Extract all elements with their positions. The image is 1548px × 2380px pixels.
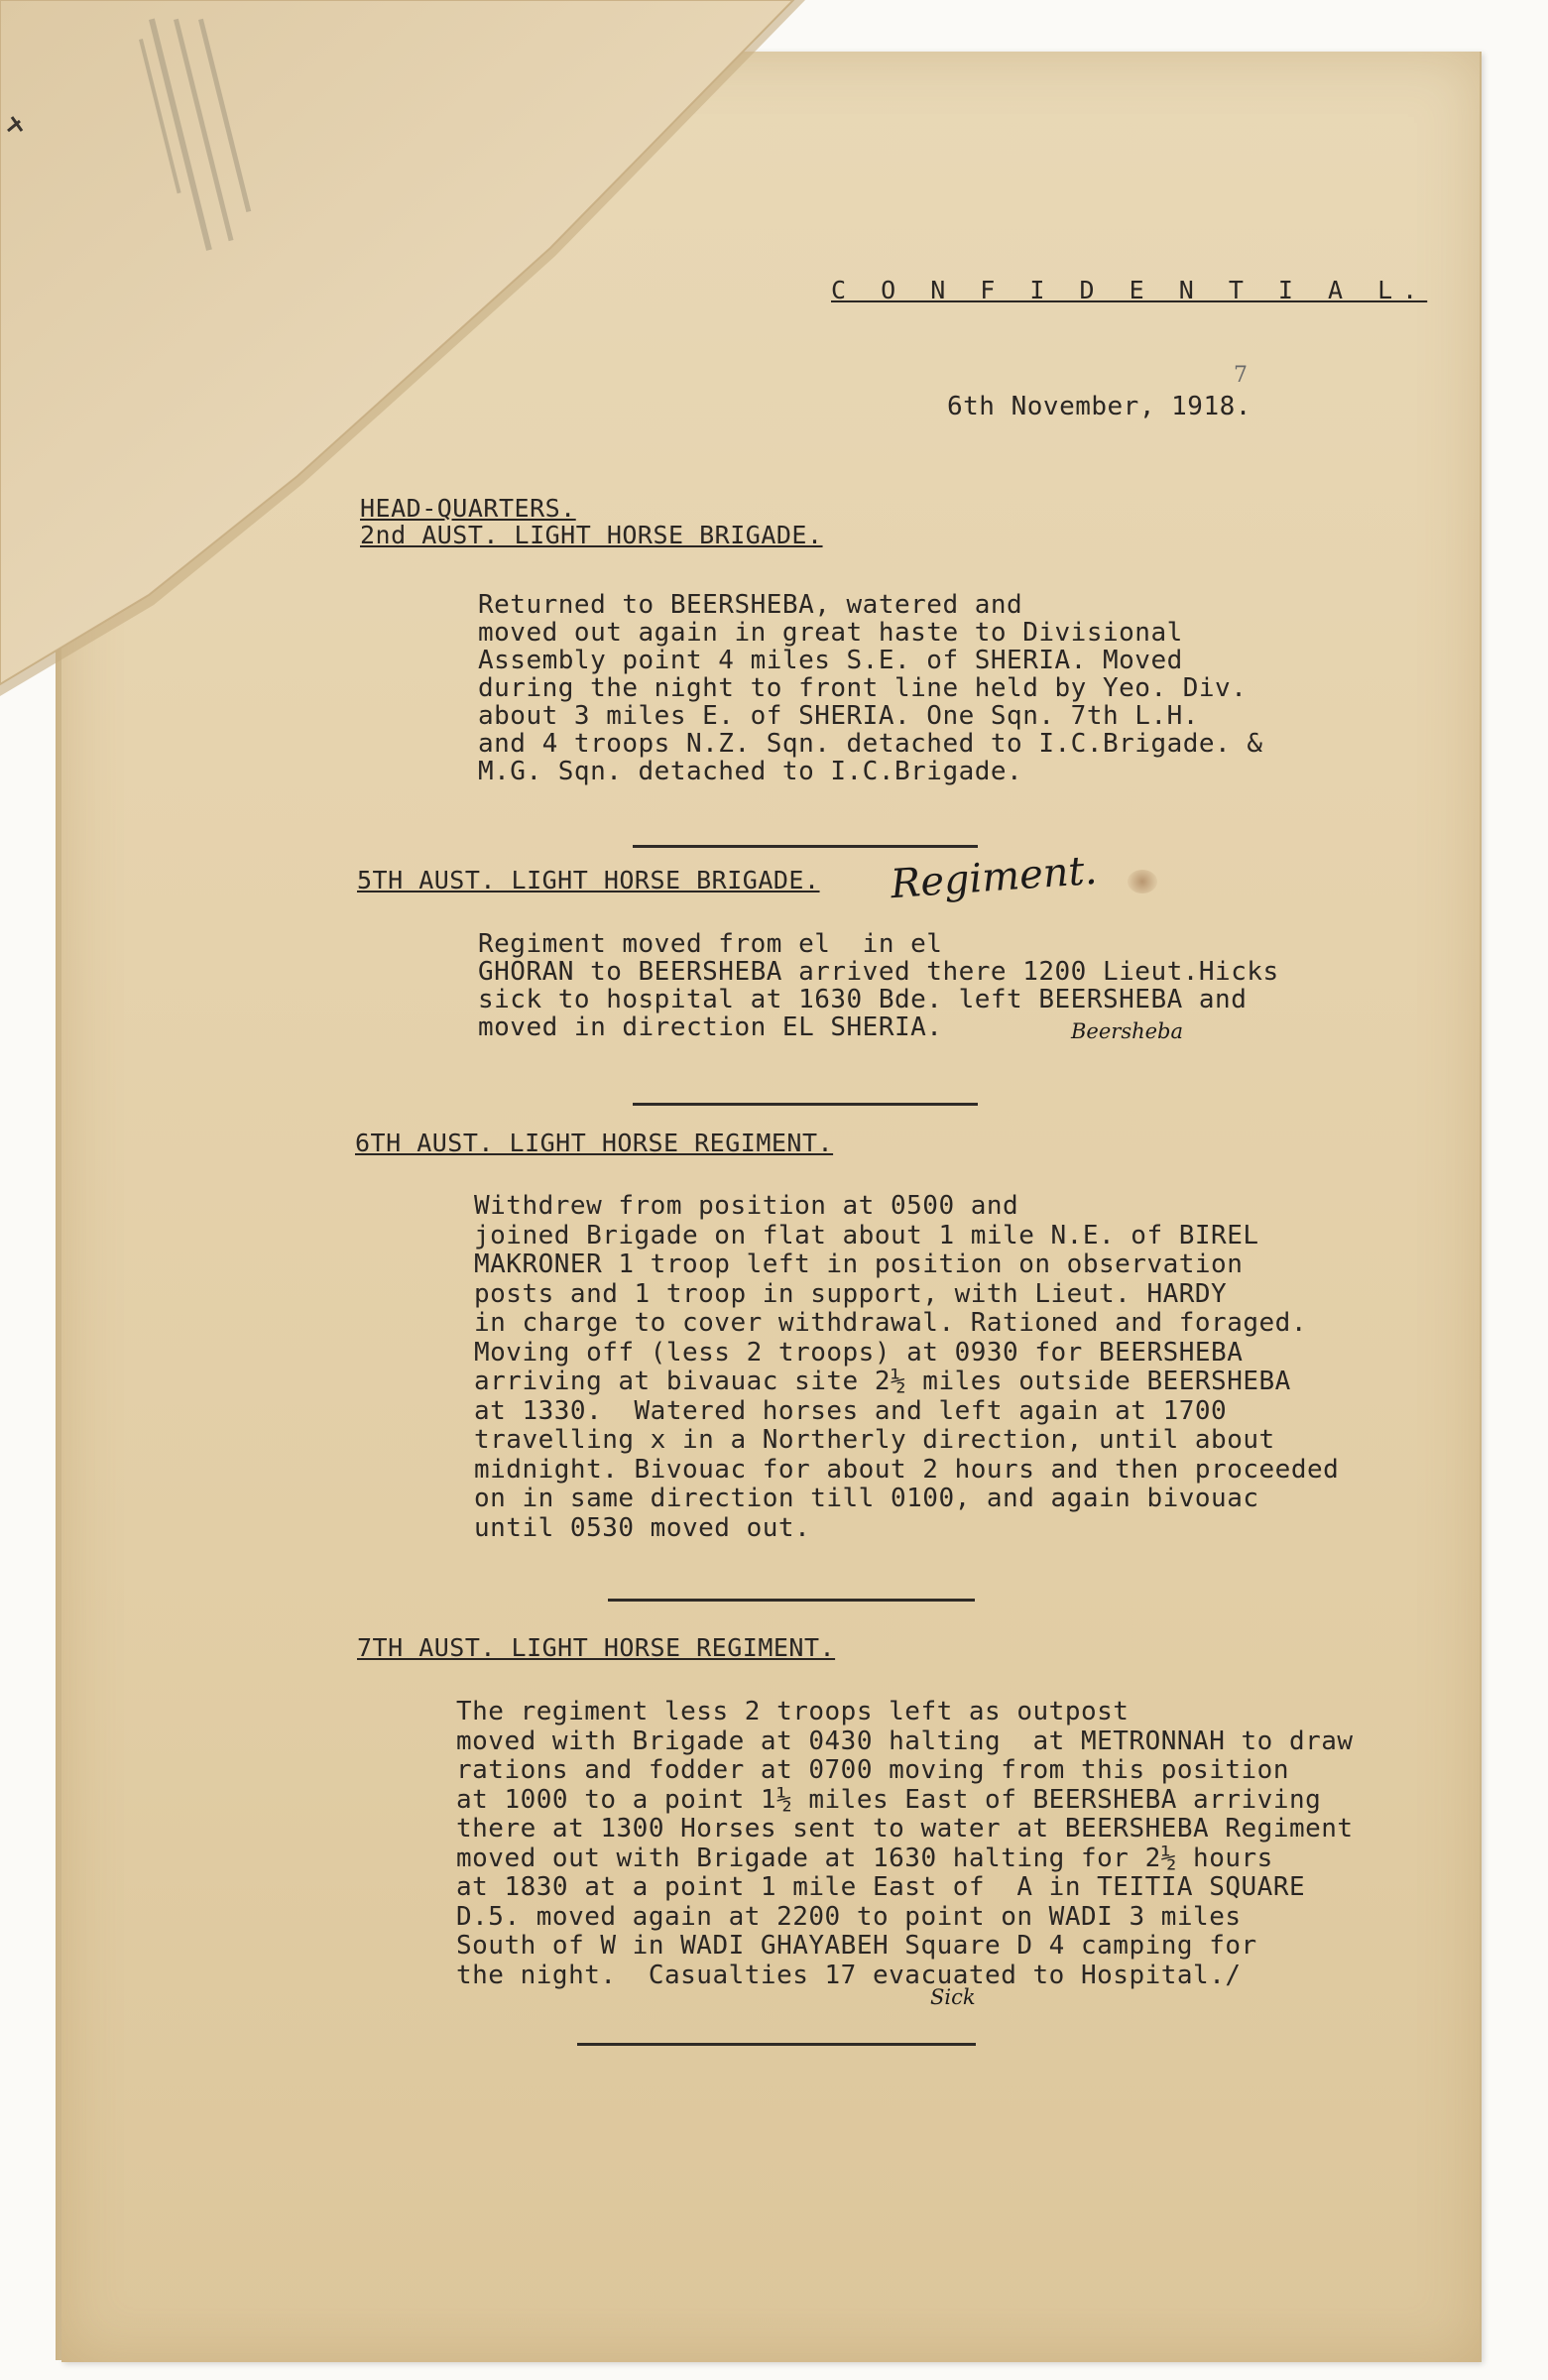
handwritten-regiment-correction: Regiment.	[889, 847, 1099, 908]
section-7th-body: The regiment less 2 troops left as outpost moved with Brigade at 0430 halting at METRONNAH to draw rations and fodder at 0700 moving from this position at 1000 to a point 1½ miles East of BEERSHEBA arriving there at 1300 Horses sent to water at BEERSHEBA Regiment moved out with Brigade at 1630 halting for 2½ hours at 1830 at a point 1 mile East of A in TEITIA SQUARE D.5. moved again at 2200 to point on WADI 3 miles South of W in WADI GHAYABEH Square D 4 camping for the night. Casualties 17 evacuated to Hospital./	[456, 1697, 1354, 1990]
section-hq-body: Returned to BEERSHEBA, watered and moved out again in great haste to Divisional Assembly point 4 miles S.E. of SHERIA. Moved during the night to front line held by Yeo. Div. about 3 miles E. of SHERIA. One Sqn. 7th L.H. and 4 troops N.Z. Sqn. detached to I.C.Brigade. & M.G. Sqn. detached to I.C.Brigade.	[478, 590, 1263, 786]
section-divider	[608, 1599, 975, 1602]
section-5th-heading: 5TH AUST. LIGHT HORSE BRIGADE.	[357, 866, 820, 894]
section-5th-body: Regiment moved from el in el GHORAN to BEERSHEBA arrived there 1200 Lieut.Hicks sick to hospital at 1630 Bde. left BEERSHEBA and moved in direction EL SHERIA.	[478, 929, 1279, 1042]
document-date: 6th November, 1918.	[947, 392, 1251, 421]
ink-stain	[1128, 870, 1157, 893]
page-number: 7	[1234, 363, 1248, 388]
section-hq-heading-line2: 2nd AUST. LIGHT HORSE BRIGADE.	[360, 521, 823, 549]
section-divider	[633, 1103, 978, 1106]
section-7th-heading: 7TH AUST. LIGHT HORSE REGIMENT.	[357, 1633, 836, 1662]
section-6th-body: Withdrew from position at 0500 and joined Brigade on flat about 1 mile N.E. of BIREL MAKRONER 1 troop left in position on observation posts and 1 troop in support, with Lieut. HARDY in charge to cover withdrawal. Rationed and foraged. Moving off (less 2 troops) at 0930 for BEERSHEBA arriving at bivauac site 2½ miles outside BEERSHEBA at 1330. Watered horses and left again at 1700 travelling x in a Northerly direction, until about midnight. Bivouac for about 2 hours and then proceeded on in same direction till 0100, and again bivouac until 0530 moved out.	[474, 1191, 1340, 1543]
section-hq-heading-line1: HEAD-QUARTERS.	[360, 494, 576, 523]
section-divider	[577, 2043, 976, 2046]
classification-header: C O N F I D E N T I A L.	[831, 276, 1428, 304]
handwritten-sick-note: Sick	[930, 1985, 976, 2009]
section-6th-heading: 6TH AUST. LIGHT HORSE REGIMENT.	[355, 1129, 834, 1157]
section-divider	[633, 845, 978, 848]
folded-page-corner	[0, 0, 1548, 754]
handwritten-beersheba-note: Beersheba	[1071, 1019, 1184, 1043]
